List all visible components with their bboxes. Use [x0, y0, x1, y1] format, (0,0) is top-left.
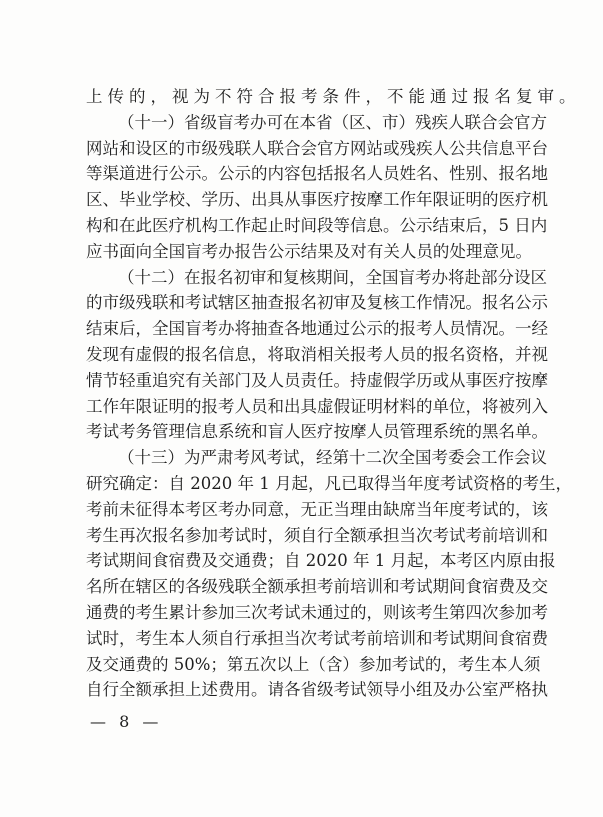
text-line: 发现有虚假的报名信息，将取消相关报考人员的报名资格，并视 [86, 345, 548, 364]
text-line: （十二）在报名初审和复核期间，全国盲考办将赴部分设区 [118, 267, 547, 287]
text-line: 考试期间食宿费及交通费；自 2020 年 1 月起，本考区内原由报 [86, 551, 556, 571]
text-line: （十一）省级盲考办可在本省（区、市）残疾人联合会官方 [118, 112, 547, 132]
text-line: （十三）为严肃考风考试，经第十二次全国考委会工作会议 [118, 448, 547, 468]
text-line: 区、毕业学校、学历、出具从事医疗按摩工作年限证明的医疗机 [86, 190, 548, 210]
text-line: 网站和设区的市级残联人联合会官方网站或残疾人公共信息平台 [86, 138, 548, 158]
text-line: 考试考务管理信息系统和盲人医疗按摩人员管理系统的黑名单。 [86, 422, 548, 442]
page-number: — 8 — [90, 712, 163, 731]
text-line: 情节轻重追究有关部门及人员责任。持虚假学历或从事医疗按摩 [86, 370, 548, 390]
text-line: 自行全额承担上述费用。请各省级考试领导小组及办公室严格执 [86, 680, 548, 700]
text-line: 考生再次报名参加考试时，须自行全额承担当次考试考前培训和 [86, 525, 548, 545]
text-line: 通费的考生累计参加三次考试未通过的，则该考生第四次参加考 [86, 603, 548, 622]
text-line: 上传的，视为不符合报考条件，不能通过报名复审。 [86, 87, 581, 106]
text-line: 应书面向全国盲考办报告公示结果及对有关人员的处理意见。 [86, 241, 532, 261]
text-line: 工作年限证明的报考人员和出具虚假证明材料的单位，将被列入 [86, 396, 548, 416]
text-line: 研究确定：自 2020 年 1 月起，凡已取得当年度考试资格的考生， [86, 474, 572, 493]
text-line: 结束后，全国盲考办将抽查各地通过公示的报考人员情况。一经 [86, 319, 548, 339]
text-line: 及交通费的 50%；第五次以上（含）参加考试的，考生本人须 [86, 654, 541, 674]
text-line: 试时，考生本人须自行承担当次考试考前培训和考试期间食宿费 [86, 628, 548, 648]
text-line: 考前未征得本考区考办同意，无正当理由缺席当年度考试的，该 [86, 499, 548, 519]
text-line: 构和在此医疗机构工作起止时间段等信息。公示结束后，5 日内 [86, 216, 548, 235]
text-line: 名所在辖区的各级残联全额承担考前培训和考试期间食宿费及交 [86, 577, 548, 597]
text-line: 等渠道进行公示。公示的内容包括报名人员姓名、性别、报名地 [86, 164, 548, 184]
text-line: 的市级残联和考试辖区抽查报名初审及复核工作情况。报名公示 [86, 293, 548, 313]
